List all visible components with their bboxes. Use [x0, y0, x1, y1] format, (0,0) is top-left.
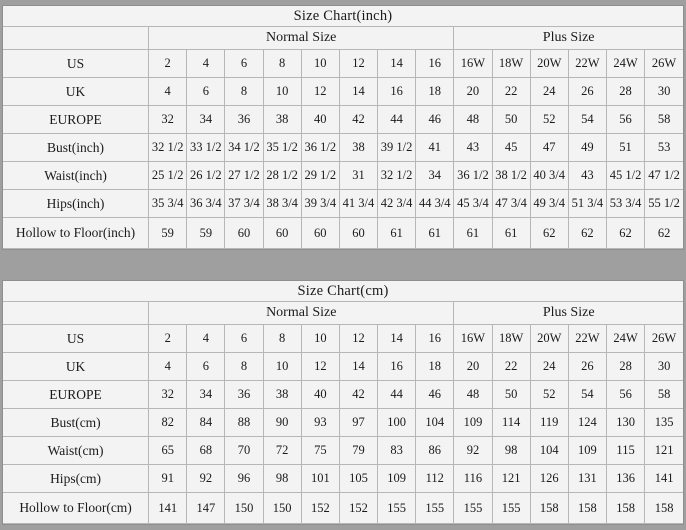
cell: 44 3/4 — [416, 190, 454, 218]
cell: 4 — [149, 353, 187, 381]
cell: 34 1/2 — [225, 134, 263, 162]
group-row-spacer — [3, 27, 149, 50]
table-row — [3, 134, 683, 162]
cell: 52 — [530, 381, 568, 409]
cell: 34 — [416, 162, 454, 190]
row-label-bust: Bust(cm) — [3, 409, 149, 437]
cell: 105 — [339, 465, 377, 493]
cell: 12 — [339, 325, 377, 353]
cell: 86 — [416, 437, 454, 465]
cell: 39 1/2 — [378, 134, 416, 162]
cell: 26 1/2 — [187, 162, 225, 190]
cell: 98 — [492, 437, 530, 465]
row-label-us: US — [3, 325, 149, 353]
cell: 38 3/4 — [263, 190, 301, 218]
cell: 158 — [607, 493, 645, 524]
row-label-waist: Waist(inch) — [3, 162, 149, 190]
cell: 30 — [645, 78, 683, 106]
cell: 2 — [149, 50, 187, 78]
cell: 14 — [339, 353, 377, 381]
cell: 104 — [416, 409, 454, 437]
cell: 47 1/2 — [645, 162, 683, 190]
cell: 62 — [645, 218, 683, 249]
group-header-normal: Normal Size — [149, 27, 454, 50]
cell: 6 — [225, 50, 263, 78]
cell: 141 — [149, 493, 187, 524]
cell: 40 3/4 — [530, 162, 568, 190]
cell: 47 3/4 — [492, 190, 530, 218]
cell: 42 — [339, 381, 377, 409]
cell: 58 — [645, 381, 683, 409]
cell: 25 1/2 — [149, 162, 187, 190]
cell: 24 — [530, 78, 568, 106]
cell: 8 — [263, 325, 301, 353]
cell: 49 3/4 — [530, 190, 568, 218]
cell: 47 — [530, 134, 568, 162]
cell: 126 — [530, 465, 568, 493]
cell: 65 — [149, 437, 187, 465]
cell: 18 — [416, 353, 454, 381]
cell: 58 — [645, 106, 683, 134]
cell: 42 — [339, 106, 377, 134]
table-row — [3, 465, 683, 493]
cell: 36 1/2 — [301, 134, 339, 162]
chart-title-row — [3, 6, 683, 27]
cell: 51 3/4 — [568, 190, 606, 218]
cell: 18W — [492, 325, 530, 353]
cell: 91 — [149, 465, 187, 493]
cell: 62 — [530, 218, 568, 249]
cell: 109 — [568, 437, 606, 465]
cell: 150 — [263, 493, 301, 524]
cell: 114 — [492, 409, 530, 437]
table-row — [3, 325, 683, 353]
cell: 10 — [301, 325, 339, 353]
row-label-uk: UK — [3, 353, 149, 381]
table-row — [3, 162, 683, 190]
cell: 37 3/4 — [225, 190, 263, 218]
cell: 61 — [454, 218, 492, 249]
cell: 68 — [187, 437, 225, 465]
cell: 116 — [454, 465, 492, 493]
cell: 39 3/4 — [301, 190, 339, 218]
cell: 90 — [263, 409, 301, 437]
cell: 43 — [454, 134, 492, 162]
cell: 50 — [492, 106, 530, 134]
cell: 136 — [607, 465, 645, 493]
size-chart-cm — [2, 280, 684, 525]
cell: 30 — [645, 353, 683, 381]
cell: 35 3/4 — [149, 190, 187, 218]
cell: 59 — [149, 218, 187, 249]
cell: 61 — [416, 218, 454, 249]
cell: 53 3/4 — [606, 190, 644, 218]
cell: 46 — [416, 106, 454, 134]
cell: 36 — [225, 381, 263, 409]
cell: 45 1/2 — [606, 162, 644, 190]
cell: 16 — [378, 353, 416, 381]
cell: 28 — [607, 353, 645, 381]
cell: 75 — [301, 437, 339, 465]
cell: 24 — [530, 353, 568, 381]
cell: 32 — [149, 381, 187, 409]
cell: 14 — [378, 325, 416, 353]
cell: 51 — [606, 134, 644, 162]
row-label-hollow-to-floor: Hollow to Floor(inch) — [3, 218, 149, 249]
table-row — [3, 78, 683, 106]
cell: 141 — [645, 465, 683, 493]
cell: 52 — [530, 106, 568, 134]
cell: 59 — [187, 218, 225, 249]
cell: 155 — [416, 493, 454, 524]
cell: 98 — [263, 465, 301, 493]
cell: 48 — [454, 106, 492, 134]
cell: 101 — [301, 465, 339, 493]
row-label-waist: Waist(cm) — [3, 437, 149, 465]
cell: 12 — [301, 353, 339, 381]
cell: 26 — [568, 353, 606, 381]
cell: 121 — [645, 437, 683, 465]
cell: 44 — [378, 381, 416, 409]
cell: 26 — [568, 78, 606, 106]
cell: 60 — [339, 218, 377, 249]
cell: 16W — [454, 325, 492, 353]
cell: 10 — [263, 353, 301, 381]
cell: 34 — [187, 106, 225, 134]
cell: 16 — [416, 325, 454, 353]
group-header-plus: Plus Size — [454, 27, 683, 50]
cell: 155 — [492, 493, 530, 524]
chart-title-row — [3, 281, 683, 302]
cell: 124 — [568, 409, 606, 437]
cell: 20W — [530, 50, 568, 78]
cell: 45 3/4 — [454, 190, 492, 218]
cell: 40 — [301, 106, 339, 134]
cell: 60 — [225, 218, 263, 249]
cell: 60 — [263, 218, 301, 249]
cell: 6 — [187, 78, 225, 106]
cell: 97 — [339, 409, 377, 437]
cell: 41 3/4 — [339, 190, 377, 218]
table-row — [3, 106, 683, 134]
cell: 152 — [339, 493, 377, 524]
cell: 45 — [492, 134, 530, 162]
cell: 131 — [568, 465, 606, 493]
size-chart-cm-table — [3, 281, 683, 524]
cell: 158 — [568, 493, 606, 524]
table-row — [3, 437, 683, 465]
cell: 96 — [225, 465, 263, 493]
cell: 38 — [263, 381, 301, 409]
cell: 121 — [492, 465, 530, 493]
cell: 158 — [645, 493, 683, 524]
cell: 20W — [530, 325, 568, 353]
cell: 56 — [606, 106, 644, 134]
cell: 44 — [378, 106, 416, 134]
cell: 104 — [530, 437, 568, 465]
cell: 72 — [263, 437, 301, 465]
chart-group-row — [3, 302, 683, 325]
table-row — [3, 493, 683, 524]
cell: 6 — [187, 353, 225, 381]
cell: 22 — [492, 78, 530, 106]
cell: 16W — [454, 50, 492, 78]
cell: 70 — [225, 437, 263, 465]
group-row-spacer — [3, 302, 149, 325]
cell: 109 — [454, 409, 492, 437]
cell: 28 1/2 — [263, 162, 301, 190]
cell: 92 — [187, 465, 225, 493]
cell: 8 — [225, 78, 263, 106]
cell: 14 — [339, 78, 377, 106]
table-row — [3, 190, 683, 218]
cell: 79 — [339, 437, 377, 465]
cell: 54 — [568, 106, 606, 134]
cell: 10 — [263, 78, 301, 106]
cell: 12 — [339, 50, 377, 78]
cell: 32 1/2 — [378, 162, 416, 190]
table-row — [3, 381, 683, 409]
cell: 112 — [416, 465, 454, 493]
cell: 43 — [568, 162, 606, 190]
cell: 56 — [607, 381, 645, 409]
cell: 147 — [187, 493, 225, 524]
cell: 31 — [339, 162, 377, 190]
cell: 49 — [568, 134, 606, 162]
cell: 2 — [149, 325, 187, 353]
cell: 135 — [645, 409, 683, 437]
cell: 35 1/2 — [263, 134, 301, 162]
cell: 16 — [378, 78, 416, 106]
cell: 48 — [454, 381, 492, 409]
row-label-hips: Hips(inch) — [3, 190, 149, 218]
cell: 22W — [568, 50, 606, 78]
cell: 33 1/2 — [187, 134, 225, 162]
row-label-uk: UK — [3, 78, 149, 106]
cell: 22W — [568, 325, 606, 353]
cell: 40 — [301, 381, 339, 409]
cell: 100 — [378, 409, 416, 437]
cell: 36 1/2 — [454, 162, 492, 190]
cell: 92 — [454, 437, 492, 465]
cell: 115 — [607, 437, 645, 465]
chart-group-row — [3, 27, 683, 50]
cell: 18W — [492, 50, 530, 78]
cell: 32 1/2 — [149, 134, 187, 162]
row-label-bust: Bust(inch) — [3, 134, 149, 162]
cell: 84 — [187, 409, 225, 437]
row-label-hips: Hips(cm) — [3, 465, 149, 493]
cell: 82 — [149, 409, 187, 437]
row-label-europe: EUROPE — [3, 381, 149, 409]
cell: 34 — [187, 381, 225, 409]
group-header-normal: Normal Size — [149, 302, 454, 325]
chart-title: Size Chart(cm) — [3, 281, 683, 302]
cell: 8 — [225, 353, 263, 381]
cell: 26W — [645, 50, 683, 78]
cell: 14 — [378, 50, 416, 78]
cell: 18 — [416, 78, 454, 106]
table-row — [3, 218, 683, 249]
cell: 53 — [645, 134, 683, 162]
row-label-europe: EUROPE — [3, 106, 149, 134]
cell: 20 — [454, 78, 492, 106]
cell: 109 — [378, 465, 416, 493]
cell: 20 — [454, 353, 492, 381]
cell: 4 — [187, 325, 225, 353]
cell: 4 — [187, 50, 225, 78]
cell: 27 1/2 — [225, 162, 263, 190]
cell: 4 — [149, 78, 187, 106]
cell: 32 — [149, 106, 187, 134]
cell: 88 — [225, 409, 263, 437]
cell: 24W — [606, 50, 644, 78]
size-chart-inch-table — [3, 6, 683, 249]
group-header-plus: Plus Size — [454, 302, 683, 325]
cell: 46 — [416, 381, 454, 409]
row-label-hollow-to-floor: Hollow to Floor(cm) — [3, 493, 149, 524]
cell: 152 — [301, 493, 339, 524]
cell: 150 — [225, 493, 263, 524]
cell: 6 — [225, 325, 263, 353]
chart-title: Size Chart(inch) — [3, 6, 683, 27]
cell: 38 — [263, 106, 301, 134]
cell: 36 — [225, 106, 263, 134]
cell: 10 — [301, 50, 339, 78]
size-chart-inch — [2, 5, 684, 250]
table-row — [3, 353, 683, 381]
table-row — [3, 409, 683, 437]
cell: 62 — [568, 218, 606, 249]
cell: 61 — [378, 218, 416, 249]
cell: 38 1/2 — [492, 162, 530, 190]
cell: 26W — [645, 325, 683, 353]
cell: 83 — [378, 437, 416, 465]
cell: 38 — [339, 134, 377, 162]
cell: 155 — [378, 493, 416, 524]
cell: 50 — [492, 381, 530, 409]
cell: 158 — [530, 493, 568, 524]
cell: 24W — [607, 325, 645, 353]
cell: 130 — [607, 409, 645, 437]
cell: 12 — [301, 78, 339, 106]
cell: 8 — [263, 50, 301, 78]
cell: 42 3/4 — [378, 190, 416, 218]
cell: 41 — [416, 134, 454, 162]
cell: 93 — [301, 409, 339, 437]
cell: 155 — [454, 493, 492, 524]
cell: 62 — [606, 218, 644, 249]
cell: 16 — [416, 50, 454, 78]
cell: 61 — [492, 218, 530, 249]
cell: 22 — [492, 353, 530, 381]
cell: 60 — [301, 218, 339, 249]
table-row — [3, 50, 683, 78]
cell: 54 — [568, 381, 606, 409]
cell: 28 — [606, 78, 644, 106]
cell: 55 1/2 — [645, 190, 683, 218]
cell: 29 1/2 — [301, 162, 339, 190]
cell: 36 3/4 — [187, 190, 225, 218]
row-label-us: US — [3, 50, 149, 78]
cell: 119 — [530, 409, 568, 437]
